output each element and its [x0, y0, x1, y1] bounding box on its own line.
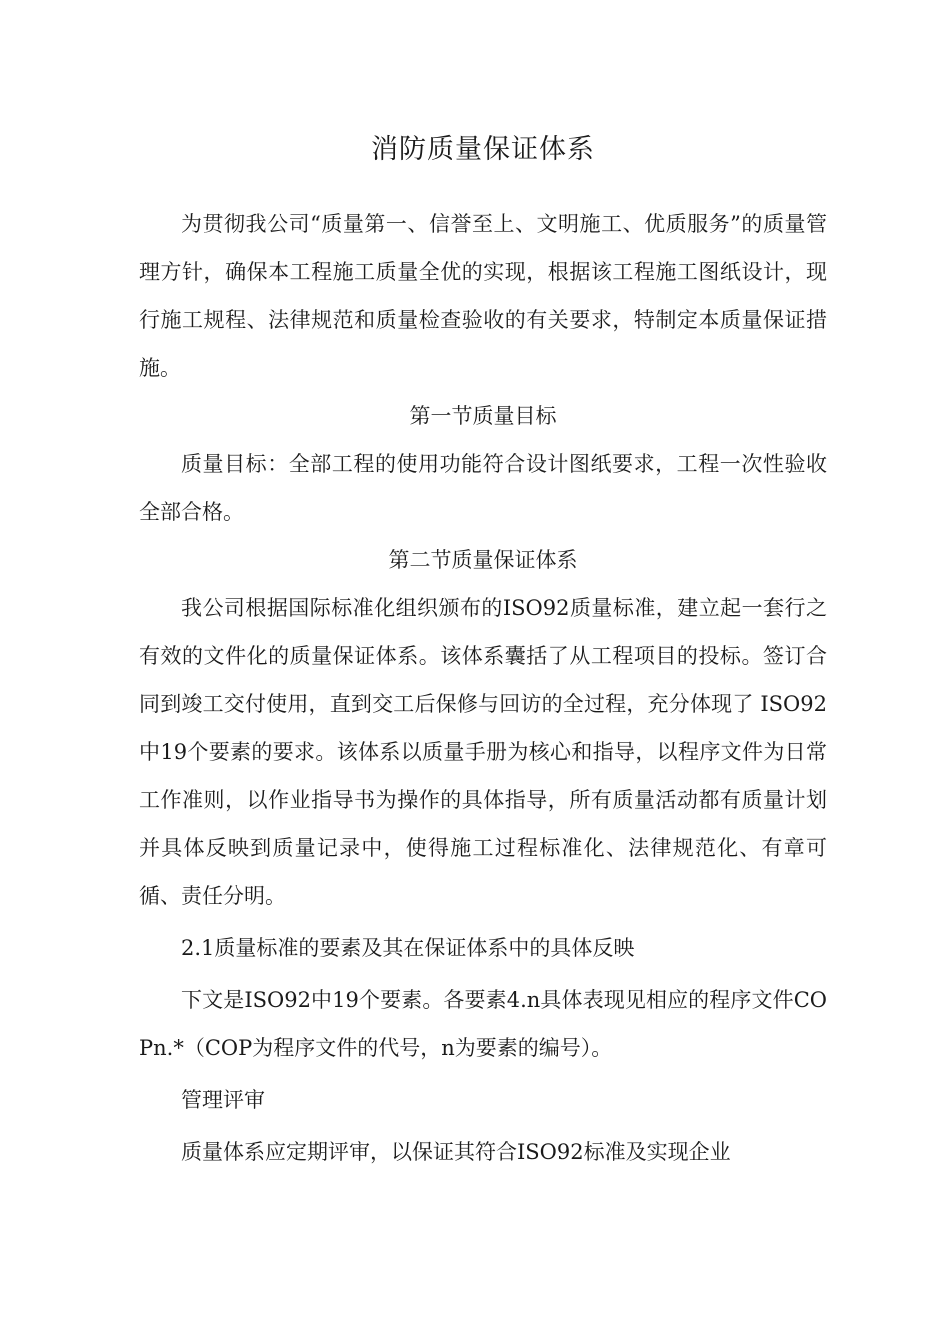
section-heading-quality-system: 第二节质量保证体系	[388, 548, 578, 572]
intro-paragraph: 为贯彻我公司“质量第一、信誉至上、文明施工、优质服务”的质量管理方针，确保本工程施工质量全优的实现，根据该工程施工图纸设计，现行施工规程、法律规范和质量检查验收的有关要求，特制定本质量保证措施。	[139, 212, 827, 380]
section-heading-quality-goal: 第一节质量目标	[409, 404, 557, 428]
elements-paragraph: 下文是ISO92中19个要素。各要素4.n具体表现见相应的程序文件COPn.*（COP为程序文件的代号，n为要素的编号）。	[139, 988, 827, 1060]
management-review-paragraph: 质量体系应定期评审，以保证其符合ISO92标准及实现企业	[181, 1140, 731, 1164]
document-page	[139, 120, 827, 1176]
quality-goal-paragraph: 质量目标：全部工程的使用功能符合设计图纸要求，工程一次性验收全部合格。	[139, 452, 827, 524]
subsection-heading-2-1: 2.1质量标准的要素及其在保证体系中的具体反映	[181, 936, 635, 960]
document-title: 消防质量保证体系	[371, 134, 595, 165]
management-review-heading: 管理评审	[181, 1088, 265, 1112]
quality-system-paragraph: 我公司根据国际标准化组织颁布的ISO92质量标准，建立起一套行之有效的文件化的质量保证体系。该体系囊括了从工程项目的投标。签订合同到竣工交付使用，直到交工后保修与回访的全过程，充分体现了 ISO92中19个要素的要求。该体系以质量手册为核心和指导，以程序文件为日常工作准则，以作业指导书为操作的具体指导，所有质量活动都有质量计划并具体反映到质量记录中，使得施工过程标准化、法律规范化、有章可循、责任分明。	[139, 596, 827, 908]
